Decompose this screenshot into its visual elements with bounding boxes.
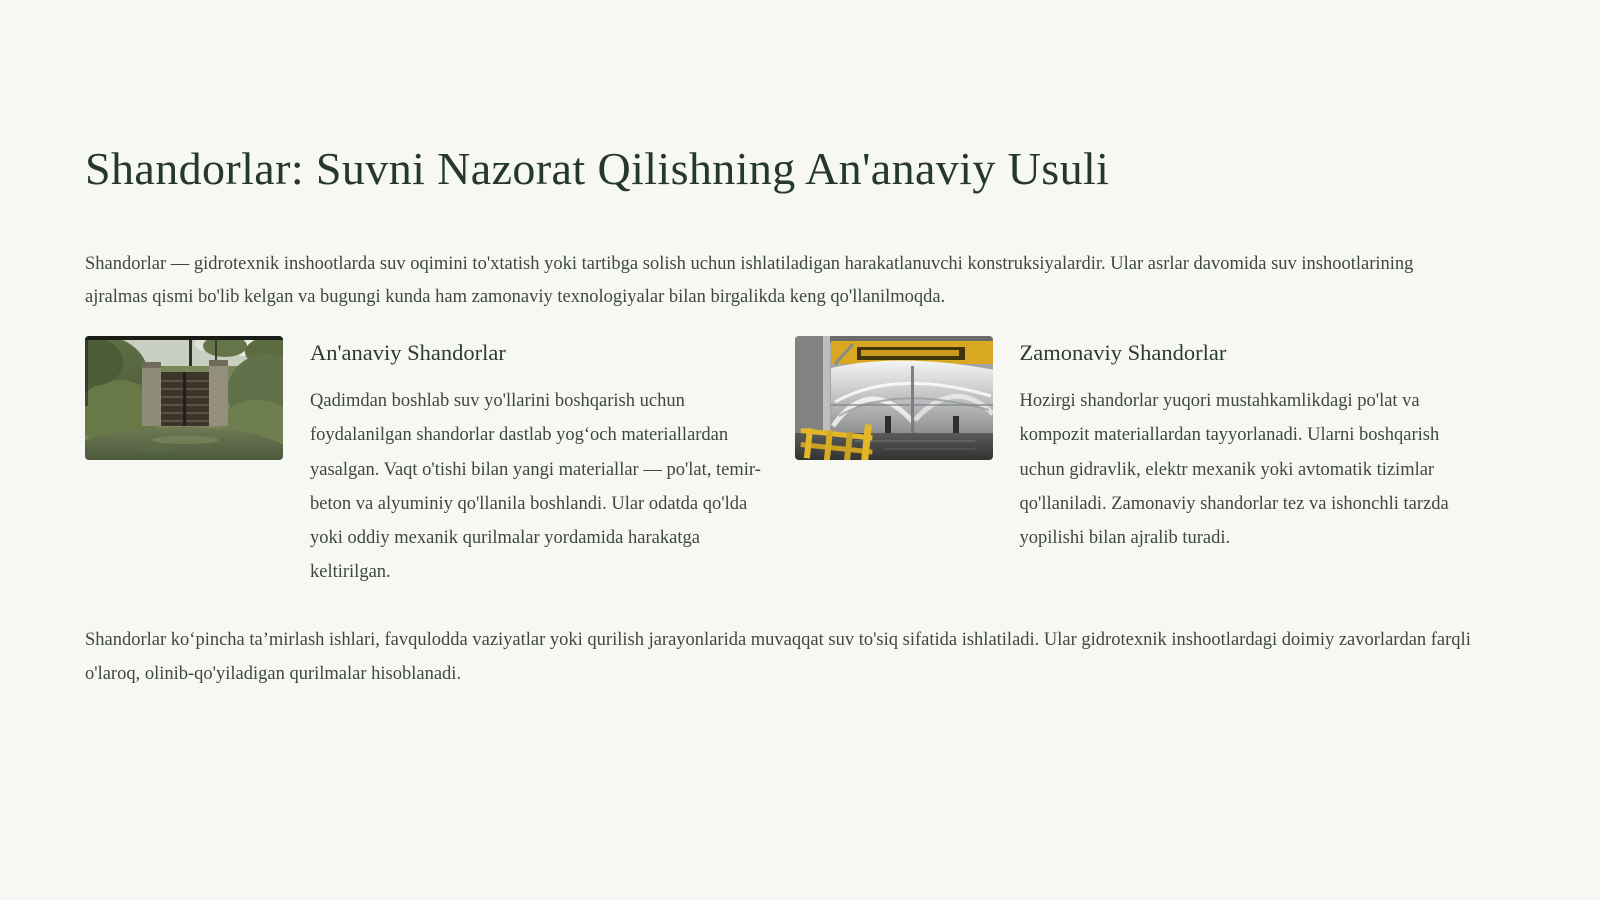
section-body-modern: Hozirgi shandorlar yuqori mustahkamlikdagi po'lat va kompozit materiallardan tayyorlanadi. Ularni boshqarish uchun gidravlik, elektr mexanik yoki avtomatik tizimlar qo'llaniladi. Zamonaviy shandorlar tez va ishonchli tarzda yopilishi bilan ajralib turadi.	[1019, 391, 1449, 548]
section-content	[1020, 336, 1481, 555]
intro-paragraph: Shandorlar — gidrotexnik inshootlarda suv oqimini to'xtatish yoki tartibga solish uchun ishlatiladigan harakatlanuvchi konstruksiyalardir. Ular asrlar davomida suv inshootlarining ajralmas qismi bo'lib kelgan va bugungi kunda ham zamonaviy texnologiyalar bilan birgalikda keng qo'llanilmoqda.	[85, 253, 1414, 308]
modern-gate-illustration	[795, 336, 993, 460]
section-card-modern	[795, 336, 1481, 590]
section-heading-modern: Zamonaviy Shandorlar	[1019, 339, 1227, 365]
section-body-traditional: Qadimdan boshlab suv yo'llarini boshqarish uchun foydalanilgan shandorlar dastlab yogʻoch materiallardan yasalgan. Vaqt o'tishi bilan yangi materiallar — po'lat, temir-beton va alyuminiy qo'llanila boshlandi. Ular odatda qo'lda yoki oddiy mexanik qurilmalar yordamida harakatga keltirilgan.	[310, 391, 761, 583]
outro-paragraph: Shandorlar koʻpincha taʼmirlash ishlari, favqulodda vaziyatlar yoki qurilish jarayonlarida muvaqqat suv to'siq sifatida ishlatiladi. Ular gidrotexnik inshootlardagi doimiy zavorlardan farqli o'laroq, olinib-qo'yiladigan qurilmalar hisoblanadi.	[85, 630, 1471, 685]
article-page	[85, 0, 1480, 692]
page-title: Shandorlar: Suvni Nazorat Qilishning An'anaviy Usuli	[85, 143, 1110, 194]
section-card-traditional	[85, 336, 771, 590]
traditional-gate-illustration	[85, 336, 283, 460]
sections-grid	[85, 336, 1480, 590]
modern-gate-photo	[795, 336, 993, 460]
traditional-gate-photo	[85, 336, 283, 460]
section-content	[310, 336, 771, 590]
section-heading-traditional: An'anaviy Shandorlar	[310, 339, 506, 365]
